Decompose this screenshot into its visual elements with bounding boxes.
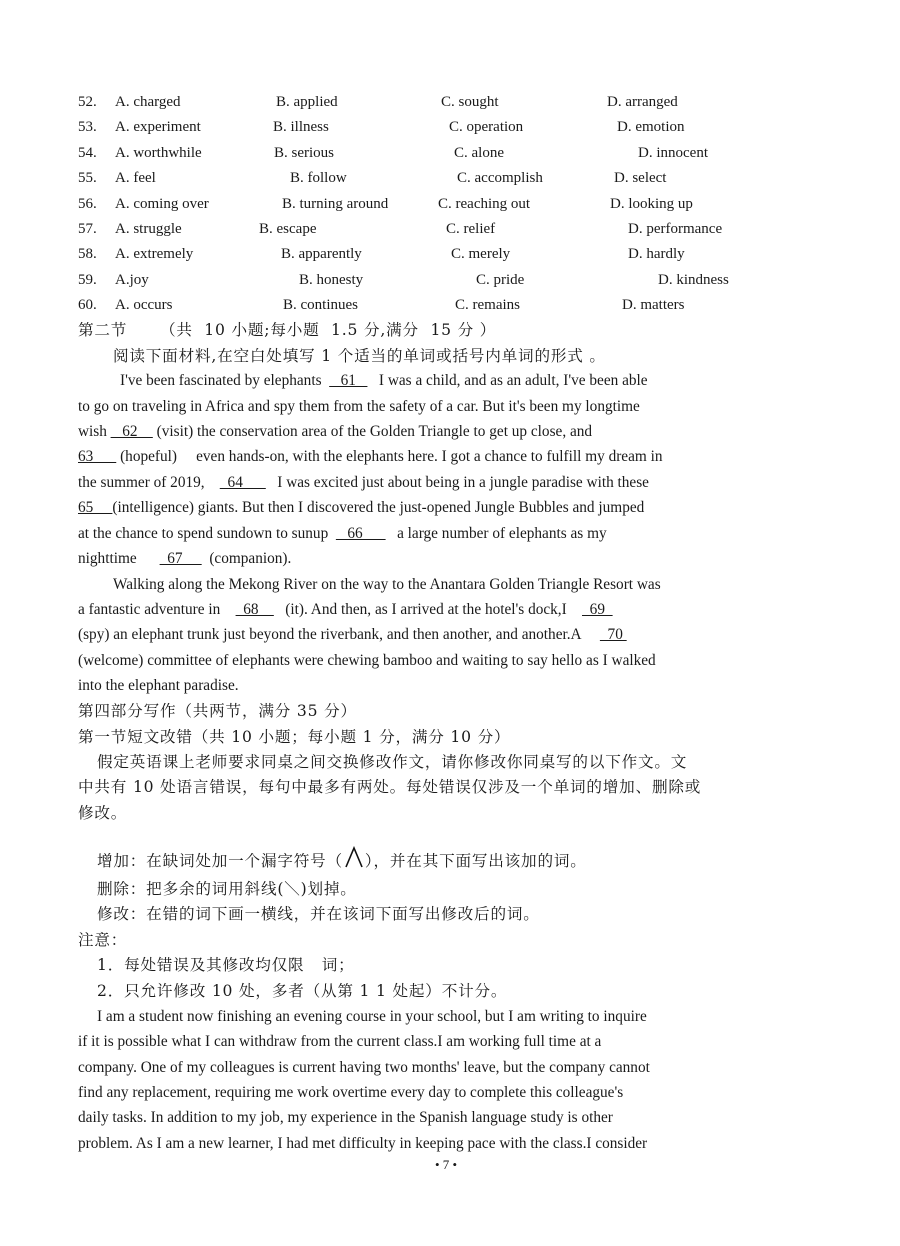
passage-text: (intelligence) giants. But then I discovered the just-opened Jungle Bubbles and jumped: [112, 499, 645, 516]
passage-text: at the chance to spend sundown to sunup: [78, 525, 336, 542]
essay-line: if it is possible what I can withdraw from the current class.I am working full time at a: [78, 1033, 602, 1051]
passage-text: I was excited just about being in a jungle paradise with these: [265, 474, 649, 491]
part4-sec1: 第一节短文改错（共 10 小题；每小题 1 分，满分 10 分）: [78, 728, 511, 746]
option-c: C. operation: [449, 119, 524, 136]
caret-symbol-icon: [343, 846, 365, 868]
option-d: D. hardly: [628, 246, 685, 263]
passage-line: [120, 371, 648, 391]
passage-text: to go on traveling in Africa and spy them from the safety of a car. But it's been my longtime: [78, 398, 640, 415]
option-b: B. follow: [290, 170, 347, 187]
option-a: A. charged: [115, 94, 181, 110]
blank: 67: [159, 550, 202, 567]
option-a: A. feel: [115, 170, 156, 187]
option-c: C. reaching out: [438, 195, 531, 212]
option-d: D. arranged: [607, 94, 678, 110]
option-a: A. experiment: [115, 119, 201, 136]
option-b: B. apparently: [281, 246, 362, 263]
passage-text: (companion).: [201, 550, 292, 567]
passage-text: I've been fascinated by elephants: [120, 372, 330, 389]
passage-line: [78, 524, 607, 544]
option-c: C. pride: [476, 271, 525, 288]
blank: 65: [78, 499, 113, 516]
question-number: 58.: [78, 246, 97, 263]
essay-line: find any replacement, requiring me work overtime every day to complete this colleague's: [78, 1083, 624, 1101]
passage-line: [78, 422, 592, 442]
passage-line: [113, 575, 661, 595]
blank: 68: [235, 601, 274, 618]
option-a: A. extremely: [115, 246, 194, 263]
passage-line: [78, 651, 656, 671]
option-d: D. innocent: [638, 144, 708, 161]
rule-modify: 修改：在错的词下画一横线，并在该词下面写出修改后的词。: [97, 905, 540, 923]
blank: 69: [582, 601, 613, 618]
option-d: D. matters: [622, 297, 685, 314]
option-a: A. coming over: [115, 195, 209, 212]
intro-line: 修改。: [78, 804, 128, 822]
passage-text: (it). And then, as I arrived at the hotel's dock,I: [273, 601, 583, 618]
passage-line: [78, 676, 239, 696]
essay-line: problem. As I am a new learner, I had met difficulty in keeping pace with the class.I consider: [78, 1134, 648, 1152]
question-number: 57.: [78, 221, 97, 237]
page-number: • 7 •: [435, 1157, 458, 1172]
rule-add-text2: ），并在其下面写出该加的词。: [364, 852, 587, 870]
question-number: 56.: [78, 195, 97, 212]
intro-line: 假定英语课上老师要求同桌之间交换修改作文，请你修改你同桌写的以下作文。文: [97, 753, 688, 771]
option-c: C. accomplish: [457, 170, 543, 187]
passage-line: [78, 600, 613, 620]
option-b: B. serious: [274, 144, 334, 161]
passage-text: a large number of elephants as my: [385, 525, 607, 542]
option-a: A.joy: [115, 271, 149, 288]
option-b: B. escape: [259, 221, 317, 237]
passage-line: [78, 625, 627, 645]
note-2: 2．只允许修改 10 处，多者（从第 1 1 处起）不计分。: [97, 982, 508, 1000]
note-title: 注意：: [78, 931, 128, 949]
option-d: D. looking up: [610, 195, 693, 212]
blank: 70: [599, 626, 627, 643]
section-title: 第二节: [78, 321, 128, 339]
essay-line: I am a student now finishing an evening course in your school, but I am writing to inquire: [97, 1008, 647, 1025]
option-c: C. sought: [441, 94, 499, 110]
option-d: D. performance: [628, 221, 723, 237]
question-number: 55.: [78, 170, 97, 187]
blank: _ 62 _: [110, 423, 153, 440]
option-d: D. select: [614, 170, 667, 187]
passage-line: [78, 397, 640, 417]
part4-title: 第四部分写作（共两节，满分 35 分）: [78, 702, 357, 720]
passage-text: (welcome) committee of elephants were chewing bamboo and waiting to say hello as I walked: [78, 652, 656, 669]
passage-line: [78, 549, 291, 569]
option-b: B. applied: [276, 94, 338, 110]
passage-text: Walking along the Mekong River on the way to the Anantara Golden Triangle Resort was: [113, 576, 661, 593]
question-number: 59.: [78, 271, 97, 288]
option-d: D. kindness: [658, 271, 729, 288]
section-info: （共 10 小题;每小题 1.5 分,满分 15 分 ）: [160, 321, 497, 339]
blank: _64: [219, 474, 266, 491]
option-c: C. alone: [454, 144, 504, 161]
question-number: 60.: [78, 297, 97, 314]
essay-line: company. One of my colleagues is current having two months' leave, but the company cannot: [78, 1058, 650, 1076]
option-b: B. continues: [283, 297, 358, 314]
question-number: 52.: [78, 94, 97, 110]
option-c: C. merely: [451, 246, 511, 263]
rule-delete: 删除：把多余的词用斜线(＼)划掉。: [97, 880, 357, 898]
passage-line: [78, 447, 663, 467]
passage-text: the summer of 2019,: [78, 474, 220, 491]
option-c: C. relief: [446, 221, 496, 237]
option-c: C. remains: [455, 297, 520, 314]
instruction: 阅读下面材料,在空白处填写 1 个适当的单词或括号内单词的形式 。: [113, 347, 606, 365]
note-1: 1．每处错误及其修改均仅限 词；: [97, 956, 355, 974]
option-a: A. worthwhile: [115, 144, 202, 161]
passage-text: (spy) an elephant trunk just beyond the riverbank, and then another, and another.A: [78, 626, 600, 643]
blank: 61: [329, 372, 368, 389]
option-a: A. struggle: [115, 221, 182, 237]
passage-text: (hopeful) even hands-on, with the elephants here. I got a chance to fulfill my dream in: [116, 448, 663, 465]
option-b: B. turning around: [282, 195, 389, 212]
passage-line: [78, 473, 649, 493]
passage-text: a fantastic adventure in: [78, 601, 236, 618]
blank: 63: [78, 448, 117, 465]
question-number: 54.: [78, 144, 97, 161]
passage-text: (visit) the conservation area of the Golden Triangle to get up close, and: [152, 423, 593, 440]
option-d: D. emotion: [617, 119, 685, 136]
essay-line: daily tasks. In addition to my job, my experience in the Spanish language study is other: [78, 1109, 613, 1127]
option-a: A. occurs: [115, 297, 173, 314]
option-b: B. honesty: [299, 271, 364, 288]
passage-text: into the elephant paradise.: [78, 677, 239, 694]
rule-add: [97, 846, 587, 871]
option-b: B. illness: [273, 119, 329, 136]
intro-line: 中共有 10 处语言错误，每句中最多有两处。每处错误仅涉及一个单词的增加、删除或: [78, 778, 702, 796]
passage-text: nighttime: [78, 550, 160, 567]
question-number: 53.: [78, 119, 97, 136]
rule-add-text: 增加：在缺词处加一个漏字符号（: [97, 852, 343, 870]
passage-text: wish: [78, 423, 111, 440]
blank: 66: [335, 525, 386, 542]
passage-line: [78, 498, 644, 518]
passage-text: I was a child, and as an adult, I've been able: [367, 372, 648, 389]
